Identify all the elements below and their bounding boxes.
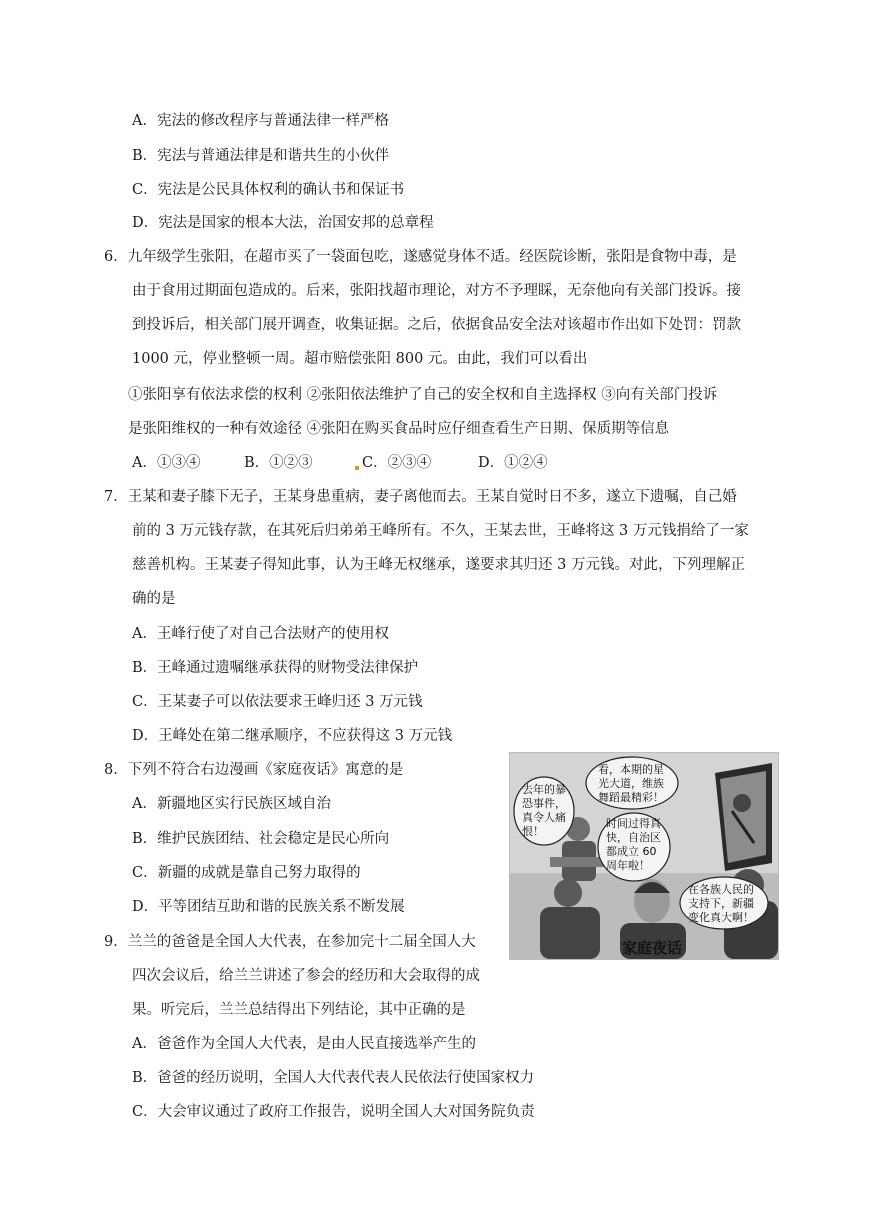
bubble4-line1: 在各族人民的	[688, 883, 754, 896]
bubble2-line2: 光大道，维族	[598, 777, 664, 790]
q6-choice-a: A．①③④	[132, 455, 201, 471]
q9-stem-line-1: 9．兰兰的爸爸是全国人大代表，在参加完十二届全国人大	[104, 934, 476, 950]
q6-statements-line-1: ①张阳享有依法求偿的权利 ②张阳依法维护了自己的安全权和自主选择权 ③向有关部门投诉	[128, 387, 718, 403]
bubble3-line1: 时间过得真	[606, 817, 661, 830]
q6-stem-line-2: 由于食用过期面包造成的。后来，张阳找超市理论，对方不予理睬，无奈他向有关部门投诉。接	[132, 283, 741, 299]
q6-stem-line-1: 6．九年级学生张阳，在超市买了一袋面包吃，遂感觉身体不适。经医院诊断，张阳是食物中毒，是	[104, 249, 737, 265]
bubble1-line2: 恐事件，	[522, 797, 566, 810]
bubble3-line3: 都成立 60	[606, 845, 657, 858]
q6-stem-line-3: 到投诉后，相关部门展开调查，收集证据。之后，依据食品安全法对该超市作出如下处罚：罚款	[132, 317, 741, 333]
bubble2-line1: 看，本期的星	[598, 763, 664, 776]
q8-option-c: C．新疆的成就是靠自己努力取得的	[132, 865, 361, 881]
q6-choice-c: C．②③④	[362, 455, 432, 471]
q7-option-a: A．王峰行使了对自己合法财产的使用权	[132, 626, 389, 642]
q7-option-b: B．王峰通过遗嘱继承获得的财物受法律保护	[132, 660, 419, 676]
bubble1-line4: 恨！	[522, 825, 544, 838]
q9-option-c: C．大会审议通过了政府工作报告，说明全国人大对国务院负责	[132, 1104, 535, 1120]
q8-option-d: D．平等团结互助和谐的民族关系不断发展	[132, 899, 405, 915]
q7-option-d: D．王峰处在第二继承顺序，不应获得这 3 万元钱	[132, 728, 453, 744]
bubble4-line2: 支持下，新疆	[688, 897, 754, 910]
q5-option-a: A．宪法的修改程序与普通法律一样严格	[132, 113, 389, 129]
cartoon-caption: 家庭夜话	[622, 939, 683, 957]
q7-stem-line-4: 确的是	[132, 591, 176, 607]
q6-stem-line-4: 1000 元，停业整顿一周。超市赔偿张阳 800 元。由此，我们可以看出	[132, 351, 588, 367]
q7-option-c: C．王某妻子可以依法要求王峰归还 3 万元钱	[132, 694, 423, 710]
cartoon-family-night-talk	[509, 752, 779, 960]
q9-stem-line-3: 果。听完后，兰兰总结得出下列结论，其中正确的是	[132, 1002, 466, 1018]
q8-stem: 8．下列不符合右边漫画《家庭夜话》寓意的是	[104, 762, 404, 778]
q9-option-a: A．爸爸作为全国人大代表，是由人民直接选举产生的	[132, 1036, 476, 1052]
q8-option-b: B．维护民族团结、社会稳定是民心所向	[132, 831, 390, 847]
stray-mark	[355, 466, 359, 470]
q6-choice-d: D．①②④	[478, 455, 548, 471]
q7-stem-line-3: 慈善机构。王某妻子得知此事，认为王峰无权继承，遂要求其归还 3 万元钱。对此，下列理解正	[132, 557, 745, 573]
bubble1-line1: 去年的暴	[522, 783, 566, 796]
bubble4-line3: 变化真大啊！	[688, 911, 754, 924]
q8-option-a: A．新疆地区实行民族区域自治	[132, 796, 331, 812]
bubble2-line3: 舞蹈最精彩！	[598, 791, 664, 804]
bubble1-line3: 真令人痛	[522, 811, 566, 824]
q9-stem-line-2: 四次会议后，给兰兰讲述了参会的经历和大会取得的成	[132, 968, 480, 984]
q5-option-d: D．宪法是国家的根本大法，治国安邦的总章程	[132, 215, 434, 231]
bubble3-line2: 快，自治区	[606, 831, 661, 844]
q6-statements-line-2: 是张阳维权的一种有效途径 ④张阳在购买食品时应仔细查看生产日期、保质期等信息	[128, 421, 670, 437]
q9-option-b: B．爸爸的经历说明，全国人大代表代表人民依法行使国家权力	[132, 1070, 535, 1086]
bubble3-line4: 周年啦！	[606, 859, 650, 872]
q7-stem-line-2: 前的 3 万元钱存款，在其死后归弟弟王峰所有。不久，王某去世，王峰将这 3 万元钱捐给了一家	[132, 523, 749, 539]
q5-option-b: B．宪法与普通法律是和谐共生的小伙伴	[132, 148, 390, 164]
q7-stem-line-1: 7．王某和妻子膝下无子，王某身患重病，妻子离他而去。王某自觉时日不多，遂立下遗嘱，自己婚	[104, 489, 737, 505]
q6-choice-b: B．①②③	[244, 455, 313, 471]
q5-option-c: C．宪法是公民具体权利的确认书和保证书	[132, 182, 405, 198]
